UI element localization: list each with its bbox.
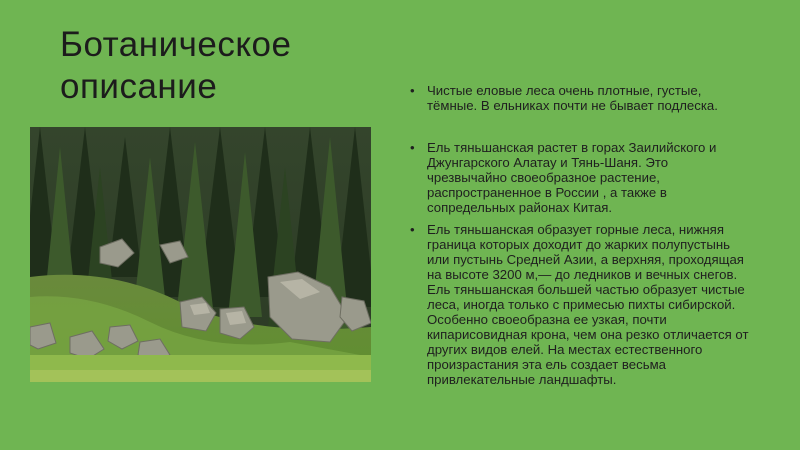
bullet-item xyxy=(410,222,750,387)
bullet-item xyxy=(410,140,750,215)
bullet-text: Ель тяньшанская образует горные леса, нижняя граница которых доходит до жарких полупустынь или пустынь Средней Азии, а верхняя, проходящая на высоте 3200 м,— до ледников и вечных снегов. Ель тяньшанская большей частью образует чистые леса, иногда только с примесью пихты сибирской. Особенно своеобразна ее узкая, почти кипарисовидная крона, чем она резко отличается от других видов елей. На местах естественного произрастания эта ель создает весьма привлекательные ландшафты. xyxy=(427,222,749,387)
bullet-marker: • xyxy=(410,222,415,237)
bullet-marker: • xyxy=(410,140,415,155)
spruce-forest-photo xyxy=(30,127,371,382)
bullet-text: Чистые еловые леса очень плотные, густые, тёмные. В ельниках почти не бывает подлеска. xyxy=(427,83,718,113)
bullet-text: Ель тяньшанская растет в горах Заилийского и Джунгарского Алатау и Тянь-Шаня. Это чрезвычайно своеобразное растение, распространенное в России , а также в сопредельных районах Китая. xyxy=(427,140,717,215)
slide-title: Ботаническое описание xyxy=(60,25,292,106)
bullet-marker: • xyxy=(410,83,415,98)
bullet-item xyxy=(410,83,750,113)
bullet-list xyxy=(410,83,750,387)
